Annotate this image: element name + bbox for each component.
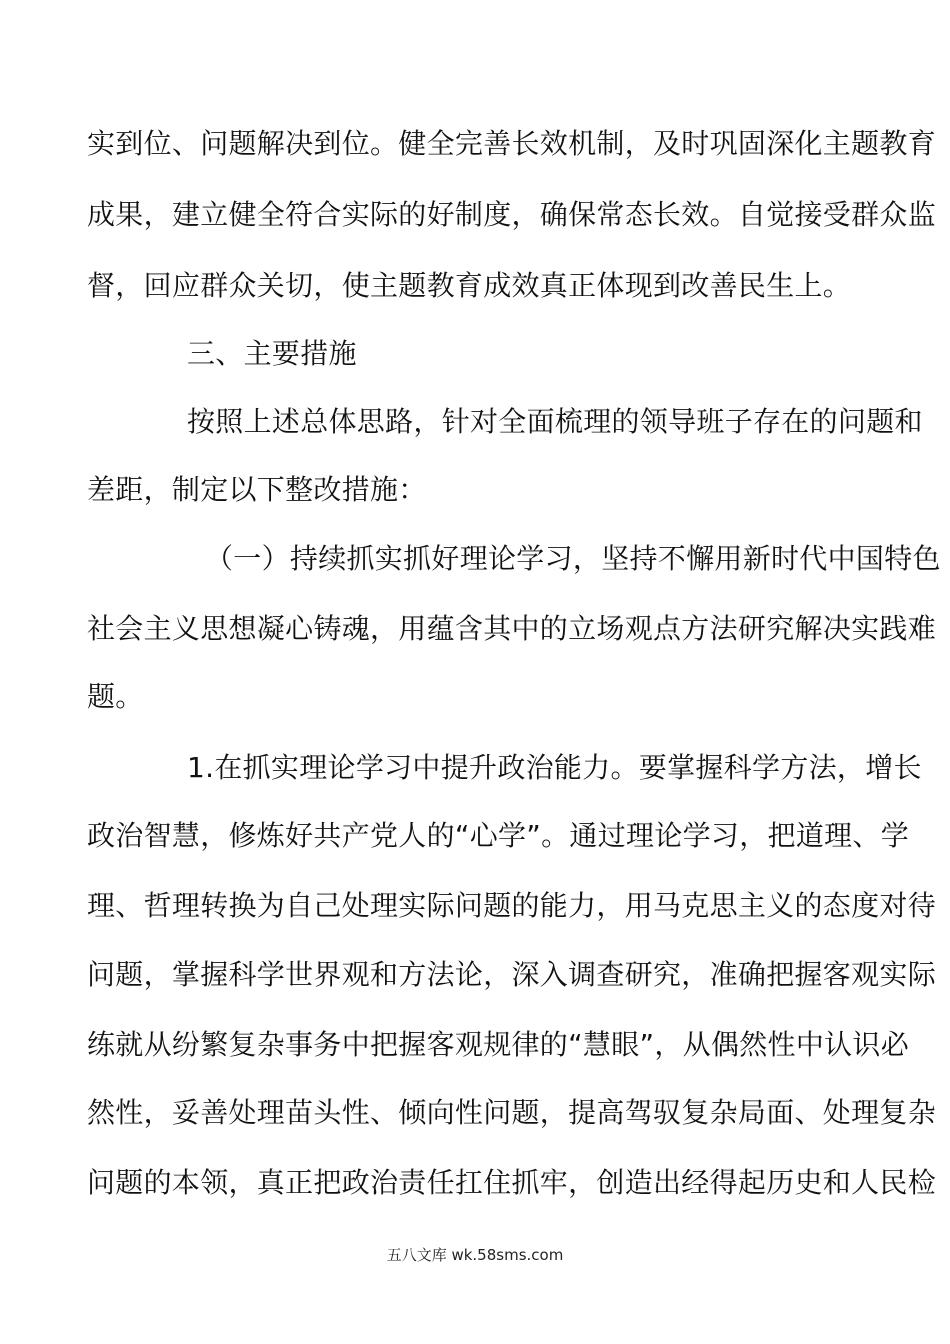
subsection-heading: （一）持续抓实抓好理论学习，坚持不懈用新时代中国特色	[205, 542, 941, 575]
body-text-line: 然性，妥善处理苗头性、倾向性问题，提高驾驭复杂局面、处理复杂	[87, 1096, 937, 1129]
body-text-line: 社会主义思想凝心铸魂，用蕴含其中的立场观点方法研究解决实践难	[87, 612, 937, 645]
body-text-line: 政治智慧，修炼好共产党人的“心学”。通过理论学习，把道理、学	[87, 819, 910, 852]
body-text-line: 问题，掌握科学世界观和方法论，深入调查研究，准确把握客观实际	[87, 958, 937, 991]
body-text-line: 督，回应群众关切，使主题教育成效真正体现到改善民生上。	[87, 269, 852, 302]
body-text-line: 实到位、问题解决到位。健全完善长效机制，及时巩固深化主题教育	[87, 127, 937, 160]
body-text-line: 成果，建立健全符合实际的好制度，确保常态长效。自觉接受群众监	[87, 198, 937, 231]
body-text-line: 差距，制定以下整改措施：	[87, 473, 427, 506]
footer-watermark: 五八文库 wk.58sms.com	[386, 1246, 564, 1264]
body-text-line: 练就从纷繁复杂事务中把握客观规律的“慧眼”，从偶然性中认识必	[87, 1028, 910, 1061]
numbered-paragraph-start: 1.在抓实理论学习中提升政治能力。要掌握科学方法，增长	[187, 751, 922, 784]
body-text-line: 题。	[87, 680, 144, 713]
body-text-line: 理、哲理转换为自己处理实际问题的能力，用马克思主义的态度对待	[87, 889, 937, 922]
body-text-line: 问题的本领，真正把政治责任扛住抓牢，创造出经得起历史和人民检	[87, 1166, 937, 1199]
section-heading: 三、主要措施	[187, 337, 357, 370]
body-text-line: 按照上述总体思路，针对全面梳理的领导班子存在的问题和	[187, 405, 923, 438]
